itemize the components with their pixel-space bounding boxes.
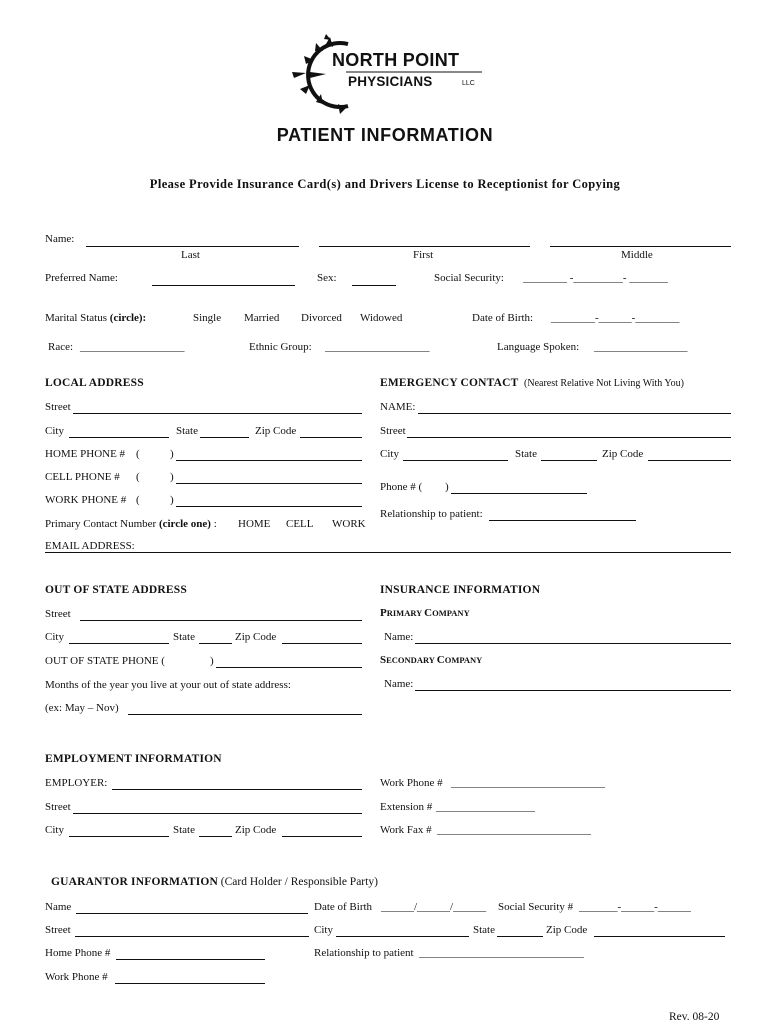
guarantor-ssn-field[interactable]: _______-______-______: [579, 901, 691, 913]
employment-street-label: Street: [45, 801, 71, 813]
dob-label: Date of Birth:: [472, 312, 534, 324]
local-street-field[interactable]: [73, 413, 362, 414]
secondary-insurance-name-field[interactable]: [415, 690, 731, 691]
local-zip-field[interactable]: [300, 437, 362, 438]
oos-city-field[interactable]: [69, 643, 169, 644]
guarantor-dob-label: Date of Birth: [314, 901, 373, 913]
ethnic-group-label: Ethnic Group:: [249, 341, 312, 353]
dob-field[interactable]: ________-______-________: [551, 312, 680, 324]
oos-city-label: City: [45, 631, 64, 643]
emergency-state-field[interactable]: [541, 460, 597, 461]
middle-name-field[interactable]: [550, 246, 731, 247]
secondary-company-label: SECONDARY COMPANY: [380, 654, 483, 666]
guarantor-state-field[interactable]: [497, 936, 543, 937]
employment-zip-label: Zip Code: [235, 824, 277, 836]
guarantor-zip-field[interactable]: [594, 936, 725, 937]
cell-phone-paren-open: (: [136, 471, 140, 483]
employment-extension-field[interactable]: __________________: [436, 801, 535, 813]
emergency-city-label: City: [380, 448, 399, 460]
local-city-field[interactable]: [69, 437, 169, 438]
logo-line2: PHYSICIANS: [348, 74, 433, 89]
ssn-label: Social Security:: [434, 272, 504, 284]
local-address-heading: LOCAL ADDRESS: [45, 377, 144, 389]
employment-street-field[interactable]: [73, 813, 362, 814]
emergency-name-field[interactable]: [418, 413, 731, 414]
primary-insurance-name-field[interactable]: [415, 643, 731, 644]
local-state-field[interactable]: [200, 437, 249, 438]
emergency-street-label: Street: [380, 425, 406, 437]
oos-months-field[interactable]: [128, 714, 362, 715]
revision-label: Rev. 08-20: [669, 1011, 720, 1023]
contact-option-work[interactable]: WORK: [332, 518, 366, 530]
preferred-name-field[interactable]: [152, 285, 295, 286]
guarantor-city-field[interactable]: [336, 936, 469, 937]
emergency-relationship-field[interactable]: [489, 520, 636, 521]
employer-label: EMPLOYER:: [45, 777, 108, 789]
oos-street-label: Street: [45, 608, 71, 620]
emergency-city-field[interactable]: [403, 460, 508, 461]
guarantor-name-label: Name: [45, 901, 72, 913]
marital-option-widowed[interactable]: Widowed: [360, 312, 403, 324]
sex-field[interactable]: [352, 285, 396, 286]
guarantor-relationship-label: Relationship to patient: [314, 947, 414, 959]
oos-phone-label: OUT OF STATE PHONE (: [45, 655, 165, 667]
emergency-zip-label: Zip Code: [602, 448, 644, 460]
ethnic-group-field[interactable]: ___________________: [325, 341, 430, 353]
email-label: EMAIL ADDRESS:: [45, 540, 135, 552]
marital-option-married[interactable]: Married: [244, 312, 280, 324]
local-state-label: State: [176, 425, 198, 437]
logo-suffix: LLC: [462, 80, 475, 87]
marital-status-label: Marital Status (circle):: [45, 312, 147, 324]
local-street-label: Street: [45, 401, 71, 413]
emergency-state-label: State: [515, 448, 537, 460]
out-of-state-heading: OUT OF STATE ADDRESS: [45, 584, 187, 596]
secondary-name-label: Name:: [384, 678, 414, 690]
guarantor-street-label: Street: [45, 924, 71, 936]
language-field[interactable]: _________________: [594, 341, 688, 353]
race-field[interactable]: ___________________: [80, 341, 185, 353]
first-name-field[interactable]: [319, 246, 530, 247]
company-logo: [286, 34, 496, 116]
employment-work-phone-field[interactable]: ____________________________: [451, 777, 605, 789]
preferred-name-label: Preferred Name:: [45, 272, 118, 284]
guarantor-dob-field[interactable]: ______/______/______: [381, 901, 487, 913]
language-label: Language Spoken:: [497, 341, 580, 353]
middle-caption: Middle: [621, 249, 653, 261]
guarantor-work-phone-field[interactable]: [115, 983, 265, 984]
primary-contact-label: Primary Contact Number (circle one) :: [45, 518, 217, 530]
work-phone-paren-close: ): [170, 494, 174, 506]
home-phone-paren-open: (: [136, 448, 140, 460]
work-phone-label: WORK PHONE #: [45, 494, 127, 506]
cell-phone-paren-close: ): [170, 471, 174, 483]
guarantor-city-label: City: [314, 924, 333, 936]
local-city-label: City: [45, 425, 64, 437]
guarantor-relationship-field[interactable]: ______________________________: [419, 947, 584, 959]
employer-field[interactable]: [112, 789, 362, 790]
employment-city-label: City: [45, 824, 64, 836]
oos-phone-field[interactable]: [216, 667, 362, 668]
name-label: Name:: [45, 233, 75, 245]
employment-heading: EMPLOYMENT INFORMATION: [45, 753, 222, 765]
logo-line1: NORTH POINT: [332, 50, 460, 70]
sex-label: Sex:: [317, 272, 337, 284]
guarantor-zip-label: Zip Code: [546, 924, 588, 936]
employment-extension-label: Extension #: [380, 801, 433, 813]
guarantor-home-phone-label: Home Phone #: [45, 947, 111, 959]
last-caption: Last: [181, 249, 200, 261]
cell-phone-label: CELL PHONE #: [45, 471, 120, 483]
employment-city-field[interactable]: [69, 836, 169, 837]
oos-state-field[interactable]: [199, 643, 232, 644]
home-phone-paren-close: ): [170, 448, 174, 460]
last-name-field[interactable]: [86, 246, 299, 247]
emergency-zip-field[interactable]: [648, 460, 731, 461]
oos-phone-paren-close: ): [210, 655, 214, 667]
employment-zip-field[interactable]: [282, 836, 362, 837]
home-phone-field[interactable]: [176, 460, 362, 461]
marital-option-single[interactable]: Single: [193, 312, 222, 324]
local-zip-label: Zip Code: [255, 425, 297, 437]
employment-state-field[interactable]: [199, 836, 232, 837]
work-phone-paren-open: (: [136, 494, 140, 506]
emergency-phone-paren-close: ): [445, 481, 449, 493]
cell-phone-field[interactable]: [176, 483, 362, 484]
contact-option-home[interactable]: HOME: [238, 518, 271, 530]
emergency-street-field[interactable]: [407, 437, 731, 438]
work-phone-field[interactable]: [176, 506, 362, 507]
employment-work-fax-field[interactable]: ____________________________: [437, 824, 591, 836]
emergency-name-label: NAME:: [380, 401, 416, 413]
contact-option-cell[interactable]: CELL: [286, 518, 314, 530]
first-caption: First: [413, 249, 434, 261]
guarantor-state-label: State: [473, 924, 495, 936]
oos-zip-field[interactable]: [282, 643, 362, 644]
email-field[interactable]: [45, 552, 731, 553]
employment-work-phone-label: Work Phone #: [380, 777, 443, 789]
emergency-relationship-label: Relationship to patient:: [380, 508, 483, 520]
emergency-phone-field[interactable]: [451, 493, 587, 494]
primary-company-label: PRIMARY COMPANY: [380, 607, 470, 619]
oos-months-label: Months of the year you live at your out of state address:: [45, 679, 291, 691]
oos-street-field[interactable]: [80, 620, 362, 621]
guarantor-street-field[interactable]: [75, 936, 309, 937]
oos-state-label: State: [173, 631, 195, 643]
guarantor-home-phone-field[interactable]: [116, 959, 265, 960]
ssn-field[interactable]: ________ -_________- _______: [523, 272, 668, 284]
home-phone-label: HOME PHONE #: [45, 448, 126, 460]
race-label: Race:: [48, 341, 74, 353]
page-title: PATIENT INFORMATION: [276, 125, 494, 145]
employment-state-label: State: [173, 824, 195, 836]
emergency-phone-label: Phone # (: [380, 481, 423, 493]
emergency-heading: EMERGENCY CONTACT (Nearest Relative Not Living With You): [380, 377, 684, 389]
oos-months-example: (ex: May – Nov): [45, 702, 119, 714]
insurance-heading: INSURANCE INFORMATION: [380, 584, 541, 596]
marital-option-divorced[interactable]: Divorced: [301, 312, 342, 324]
guarantor-work-phone-label: Work Phone #: [45, 971, 108, 983]
oos-zip-label: Zip Code: [235, 631, 277, 643]
guarantor-heading: GUARANTOR INFORMATION (Card Holder / Responsible Party): [51, 876, 378, 888]
primary-name-label: Name:: [384, 631, 414, 643]
employment-work-fax-label: Work Fax #: [380, 824, 432, 836]
guarantor-name-field[interactable]: [76, 913, 308, 914]
guarantor-ssn-label: Social Security #: [498, 901, 574, 913]
page-subtitle: Please Provide Insurance Card(s) and Drivers License to Receptionist for Copying: [149, 177, 621, 191]
